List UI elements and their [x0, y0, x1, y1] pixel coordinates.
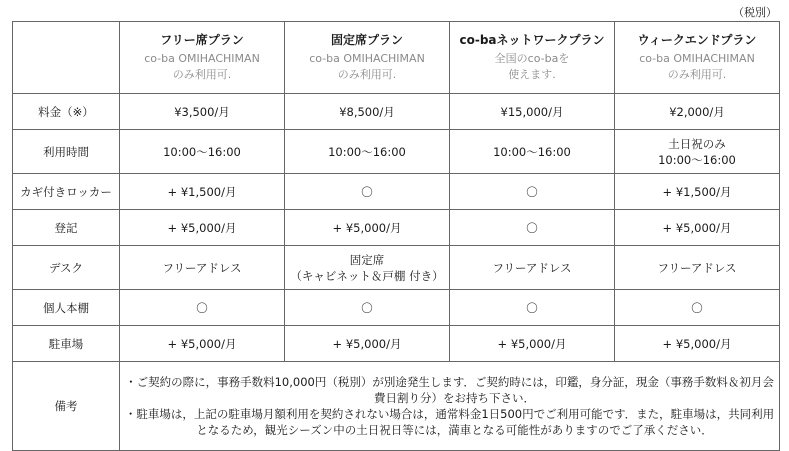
- remarks-cell: [120, 362, 780, 451]
- row-label: カギ付きロッカー: [13, 174, 120, 210]
- table-cell: ¥8,500/月: [285, 94, 450, 130]
- table-cell: 10:00～16:00: [120, 130, 285, 174]
- row-label: 駐車場: [13, 326, 120, 362]
- table-cell: ¥3,500/月: [120, 94, 285, 130]
- row-remarks: [13, 362, 780, 451]
- table-cell: 〇: [120, 290, 285, 326]
- plan-name: co-baネットワークプラン: [459, 33, 605, 47]
- tax-note: （税別）: [733, 6, 777, 19]
- row-label: 備考: [13, 362, 120, 451]
- row-price: [13, 94, 780, 130]
- row-label: 登記: [13, 210, 120, 246]
- table-cell: 10:00～16:00: [285, 130, 450, 174]
- row-bookshelf: [13, 290, 780, 326]
- table-cell: + ¥1,500/月: [120, 174, 285, 210]
- table-cell: + ¥5,000/月: [450, 326, 615, 362]
- remark-item: ・ご契約の際に，事務手数料10,000円（税別）が別途発生します．ご契約時には，印鑑，身分証，現金（事務手数料＆初月会費日割り分）をお持ち下さい．: [125, 375, 774, 405]
- plan-description: 全国のco-baを 使えます.: [494, 52, 570, 81]
- plan-name: 固定席プラン: [330, 33, 403, 47]
- table-cell: + ¥5,000/月: [285, 210, 450, 246]
- plan-description: co-ba OMIHACHIMAN のみ利用可.: [309, 52, 425, 81]
- table-cell: + ¥5,000/月: [615, 210, 780, 246]
- table-cell: + ¥5,000/月: [615, 326, 780, 362]
- plan-description: co-ba OMIHACHIMAN のみ利用可.: [144, 52, 260, 81]
- row-label: 利用時間: [13, 130, 120, 174]
- row-registration: [13, 210, 780, 246]
- plan-header-weekend: [615, 22, 780, 94]
- table-cell: + ¥5,000/月: [285, 326, 450, 362]
- table-cell: ¥15,000/月: [450, 94, 615, 130]
- table-cell: 〇: [450, 210, 615, 246]
- plan-description: co-ba OMIHACHIMAN のみ利用可.: [639, 52, 755, 81]
- plan-header-network: [450, 22, 615, 94]
- row-label: 個人本棚: [13, 290, 120, 326]
- plan-header-row: [13, 22, 780, 94]
- table-cell: 〇: [615, 290, 780, 326]
- table-cell: 〇: [450, 290, 615, 326]
- table-cell: ¥2,000/月: [615, 94, 780, 130]
- table-cell: フリーアドレス: [615, 246, 780, 290]
- header-corner-cell: [13, 22, 120, 94]
- row-hours: [13, 130, 780, 174]
- table-cell: 固定席 （キャビネット＆戸棚 付き）: [285, 246, 450, 290]
- row-locker: [13, 174, 780, 210]
- row-parking: [13, 326, 780, 362]
- plan-name: フリー席プラン: [160, 33, 244, 47]
- remark-item: ・駐車場は，上記の駐車場月額利用を契約されない場合は，通常料金1日500円でご利用可能です．また，駐車場は，共同利用となるため，観光シーズン中の土日祝日等には，満車となる可能性がありますのでご了承ください．: [124, 407, 775, 437]
- plan-header-free: [120, 22, 285, 94]
- row-label: デスク: [13, 246, 120, 290]
- table-cell: 〇: [285, 174, 450, 210]
- table-cell: フリーアドレス: [120, 246, 285, 290]
- row-desk: [13, 246, 780, 290]
- table-cell: 〇: [450, 174, 615, 210]
- table-cell: 土日祝のみ 10:00～16:00: [615, 130, 780, 174]
- table-cell: + ¥1,500/月: [615, 174, 780, 210]
- plan-header-fixed: [285, 22, 450, 94]
- row-label: 料金（※）: [13, 94, 120, 130]
- plan-comparison-table: [12, 21, 780, 451]
- table-cell: + ¥5,000/月: [120, 326, 285, 362]
- table-cell: 10:00～16:00: [450, 130, 615, 174]
- table-cell: + ¥5,000/月: [120, 210, 285, 246]
- plan-name: ウィークエンドプラン: [637, 33, 757, 47]
- table-cell: フリーアドレス: [450, 246, 615, 290]
- table-cell: 〇: [285, 290, 450, 326]
